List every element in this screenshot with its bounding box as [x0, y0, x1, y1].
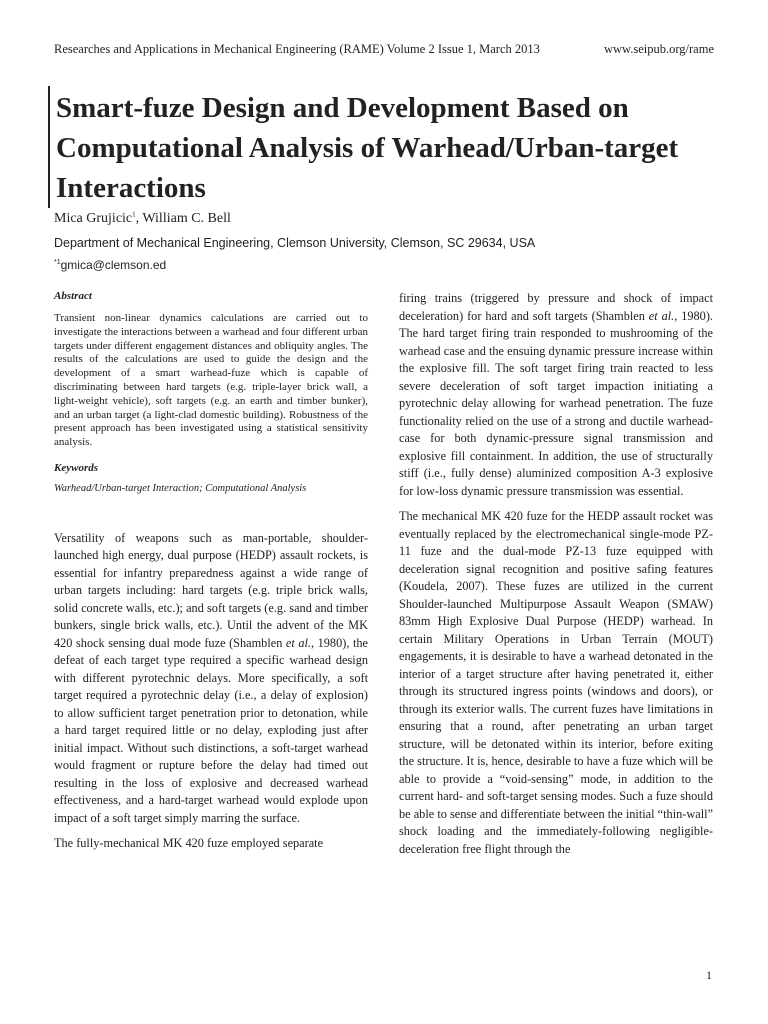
running-header [54, 42, 714, 60]
abstract-text: Transient non-linear dynamics calculations are carried out to investigate the interactions between a warhead and four different urban targets under different engagement distances and obliquity angles. The results of the calculations are used to guide the design and the development of a smart warhead-fuze which is capable of discriminating between hard targets (e.g. triple-layer brick wall, a light-weight vehicle), soft targets (e.g. an earth and timber bunker), and an urban target (a light-clad domestic building). Robustness of the present approach has been investigated using a statistical sensitivity analysis. [54, 312, 368, 449]
body-text: Versatility of weapons such as man-portable, shoulder-launched high energy, dual purpose (HEDP) assault rockets, is essential for infantry preparedness against a wide range of urban targets including: hard targets (e.g. triple brick walls, solid concrete walls, etc.); and soft targets (e.g. sand and timber bunkers, single brick walls, etc.). Until the advent of the MK 420 shock sensing dual mode fuze (Shamblen [54, 530, 368, 650]
body-paragraph-1 [54, 530, 368, 828]
left-column [54, 290, 368, 861]
body-paragraph-2: The fully-mechanical MK 420 fuze employed separate [54, 836, 324, 851]
affiliation: Department of Mechanical Engineering, Clemson University, Clemson, SC 29634, USA [54, 236, 536, 250]
journal-header: Researches and Applications in Mechanical Engineering (RAME) Volume 2 Issue 1, March 2013 [54, 42, 540, 56]
author-1-affil-mark: 1 [132, 210, 136, 219]
authors [54, 211, 231, 227]
email-address[interactable]: gmica@clemson.ed [60, 258, 167, 272]
body-text: firing trains (triggered by pressure and shock of impact deceleration) for hard and soft targets (Shamblen [399, 291, 713, 323]
paper-title: Smart-fuze Design and Development Based on Computational Analysis of Warhead/Urban-target Interactions [56, 92, 679, 204]
body-paragraph-3 [399, 290, 713, 500]
abstract-heading: Abstract [54, 290, 92, 302]
keywords-heading: Keywords [54, 461, 98, 474]
citation-etal: et al. [285, 635, 311, 650]
keywords-text: Warhead/Urban-target Interaction; Computational Analysis [54, 482, 307, 494]
body-text: , 1980), the defeat of each target type required a specific warhead design with different pyrotechnic delays. More specifically, a soft target required a pyrotechnic delay (i.e., a delay of explosion) to allow sufficient target penetration prior to detonation, while a hard target required little or no delay, exploding just after initial impact. Without such distinctions, a soft-target warhead would fragment or rupture before the delay had timed out resulting in the loss of explosive and decreased warhead effectiveness, and a hard-target warhead would explode upon impact of a soft target simply marring the surface. [54, 635, 368, 825]
title-block [48, 86, 736, 208]
email-line [54, 258, 166, 272]
right-column [399, 290, 713, 866]
author-rest: , William C. Bell [135, 211, 231, 226]
journal-url[interactable]: www.seipub.org/rame [603, 42, 714, 56]
body-paragraph-4: The mechanical MK 420 fuze for the HEDP assault rocket was eventually replaced by the electromechanical single-mode PZ-11 fuze and the dual-mode PZ-13 fuze equipped with deceleration signal recognition and positive safing features (Koudela, 2007). These fuzes are utilized in the current Shoulder-launched Multipurpose Assault Weapon (SMAW) 83mm High Explosive Dual Purpose (HEDP) warhead. In certain Military Operations in Urban Terrain (MOUT) engagements, it is desirable to have a warhead detonated in the interior of a target structure after having penetrated it, either through its structured ingress points (windows and doors), or through its exterior walls. The current fuzes have limitations in ensuring that a round, after penetrating an urban target structure, will be detonated within its interior, before exiting the structure. It is, hence, desirable to have a fuze which will be able to provide a “void-sensing” mode, in addition to the current hard- and soft-target sensing modes. Such a fuze should be able to sense and differentiate between the initial “thin-wall” shock loading and the immediately-following negligible-deceleration free flight through the [399, 509, 713, 856]
page-number: 1 [706, 968, 712, 982]
email-mark: *1 [54, 259, 61, 266]
citation-etal: et al. [648, 308, 675, 323]
author-1: Mica Grujicic [54, 211, 133, 226]
body-text: , 1980). The hard target firing train responded to mushrooming of the warhead case and the ensuing dynamic pressure increase within the explosive fill. The soft target firing train reacted to less severe deceleration of soft target impaction initiating a pyrotechnic delay allowing for warhead penetration. The fuze functionality relied on the use of a strong and ductile warhead-case for both dynamic-pressure signal transmission and explosive fill containment. In addition, the use of structurally stiff (i.e., fully dense) aluminized composition A-3 explosive for low-loss dynamic pressure transmission was essential. [399, 308, 713, 498]
